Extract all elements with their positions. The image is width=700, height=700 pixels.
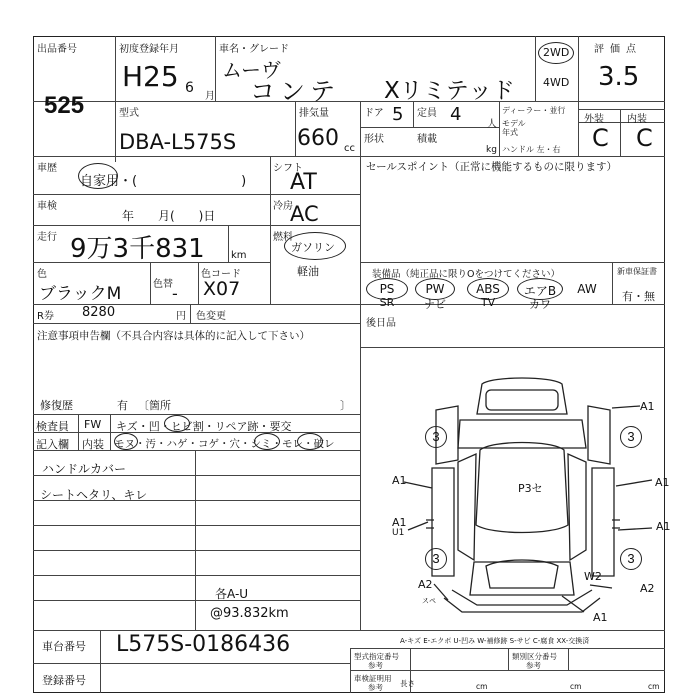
displacement: 660 <box>297 126 339 151</box>
damage-rear-right-a2: A2 <box>640 582 655 595</box>
divider <box>360 347 665 348</box>
equip-airbag: エアB <box>523 284 557 298</box>
divider <box>360 262 665 263</box>
damage-legend: A-キズ E-エクボ U-凹み W-補修跡 S-サビ C-腐食 XX-交換済 <box>400 637 590 645</box>
tire-number-rear-left: 3 <box>425 548 447 570</box>
divider <box>33 600 360 601</box>
divider <box>535 36 536 101</box>
color-change: - <box>172 284 178 303</box>
damage-left-a1: A1 <box>392 474 407 487</box>
shift-label: シフト <box>273 163 303 174</box>
certificate-reference: 参考 <box>368 683 383 692</box>
repair-yes: 有 <box>117 399 128 412</box>
divider <box>33 550 360 551</box>
divider <box>100 630 101 693</box>
color: ブラックM <box>39 284 122 304</box>
damage-rear-left-a2: A2 <box>418 578 433 591</box>
divider <box>215 36 216 101</box>
new-warranty-label: 新車保証書 <box>617 267 657 276</box>
divider <box>33 630 665 631</box>
inspection-label: 車検 <box>37 201 57 212</box>
divider <box>195 450 196 630</box>
divider <box>413 101 414 127</box>
equip-sr: SR <box>379 296 395 309</box>
ac: AC <box>290 202 319 226</box>
equip-abs: ABS <box>476 282 500 296</box>
divider <box>568 648 569 670</box>
drive-2wd: 2WD <box>543 46 570 59</box>
damage-right-a1: A1 <box>655 476 670 489</box>
type-code: DBA-L575S <box>119 130 237 154</box>
doors-label: ドア <box>364 108 384 119</box>
mark-circle-4 <box>297 433 323 450</box>
divider <box>295 101 296 156</box>
note-misc: 各A-U <box>215 587 249 601</box>
cm-unit-1: cm <box>476 682 488 691</box>
mark-circle-1 <box>164 415 190 432</box>
interior-label: 内装 <box>627 114 647 125</box>
damage-left-u1: U1 <box>392 528 405 538</box>
inspector-row2: モヌ・汚・ハゲ・コゲ・穴・シミ・モレ・破レ <box>114 438 335 450</box>
divider <box>360 101 361 156</box>
person-unit: 人 <box>487 119 497 130</box>
divider <box>360 304 361 414</box>
handle-label: ハンドル 左・右 <box>502 145 561 154</box>
divider <box>150 262 151 304</box>
yen-unit: 円 <box>176 311 186 322</box>
divider <box>33 663 350 664</box>
cc-unit: cc <box>344 143 355 154</box>
inspector-label: 検査員 <box>36 420 69 433</box>
damage-center-note: P3セ <box>518 482 543 495</box>
type-label: 型式 <box>119 108 139 119</box>
category-label: 類別区分番号 <box>512 652 557 661</box>
mark-circle-3 <box>254 433 280 450</box>
doors: 5 <box>392 104 404 125</box>
type-spec-reference: 参考 <box>368 661 383 670</box>
chassis-label: 車台番号 <box>42 640 86 653</box>
equip-pw: PW <box>425 282 445 296</box>
retrofit-label: 後日品 <box>366 318 396 329</box>
damage-rear-a1: A1 <box>593 611 608 624</box>
mileage-label: 走行 <box>37 232 57 243</box>
note-mileage: @93.832km <box>210 606 289 621</box>
capacity: 4 <box>450 104 462 125</box>
repair-location-label: 〔箇所 <box>138 399 171 412</box>
divider <box>360 156 361 304</box>
equip-ps-circle <box>366 278 408 300</box>
divider <box>33 304 665 305</box>
damage-spare-label: スペ <box>422 597 436 605</box>
shift: AT <box>290 170 317 195</box>
type-spec-label: 型式指定番号 <box>354 652 399 661</box>
repair-close-bracket: 〕 <box>340 399 351 412</box>
divider <box>33 101 665 102</box>
damage-left-lower-a1: A1 <box>392 516 407 529</box>
model-name: ムーヴ <box>222 58 281 82</box>
inspector-interior: 内装 <box>82 438 104 451</box>
cm-unit-2: cm <box>570 682 582 691</box>
tire-number-rear-right: 3 <box>620 548 642 570</box>
divider <box>33 414 360 415</box>
exterior-label: 外装 <box>584 114 604 125</box>
inspector-row1: キズ・凹・ヒビ割・リペア跡・要交 <box>116 420 292 433</box>
divider <box>360 414 361 630</box>
inspection-fields: 年 月( )日 <box>122 209 216 223</box>
damage-rear-w2: W2 <box>584 570 602 583</box>
score: 3.5 <box>598 62 640 92</box>
divider <box>612 262 613 304</box>
inspector-fw: FW <box>84 418 102 431</box>
shape-label: 形状 <box>364 134 384 145</box>
divider <box>33 575 360 576</box>
registration-label: 登録番号 <box>42 674 86 687</box>
color-code: X07 <box>203 278 241 300</box>
equip-abs-circle <box>467 278 509 300</box>
chassis-number: L575S-0186436 <box>116 632 291 657</box>
divider <box>350 670 665 671</box>
change-label: 色変更 <box>196 311 226 322</box>
exterior-grade: C <box>592 124 609 152</box>
fuel-gas: ガソリン <box>291 241 335 254</box>
repair-history: 修復歴 <box>40 399 73 412</box>
color-label: 色 <box>37 269 47 280</box>
kg-unit: kg <box>486 145 497 155</box>
model-sub: コンテ <box>250 77 341 106</box>
divider <box>115 36 116 162</box>
ac-label: 冷房 <box>273 201 293 212</box>
equip-aw: AW <box>577 282 597 296</box>
inspector-label-2: 記入欄 <box>36 438 69 451</box>
color-code-label: 色コード <box>201 269 241 280</box>
equip-tv: TV <box>480 296 496 309</box>
interior-grade: C <box>636 124 653 152</box>
r-ticket: 8280 <box>82 305 116 320</box>
drive-4wd: 4WD <box>543 76 570 89</box>
category-reference: 参考 <box>526 661 541 670</box>
lot-number: 525 <box>44 92 85 119</box>
lot-label: 出品番号 <box>37 44 77 55</box>
capacity-label: 定員 <box>417 108 437 119</box>
equip-navi: ナビ <box>424 298 446 311</box>
tire-number-front-left: 3 <box>425 426 447 448</box>
divider <box>198 262 199 304</box>
dealer-label: ディーラー・並行 <box>502 106 566 115</box>
model-grade-label: 車名・グレード <box>219 44 289 55</box>
history-options: 自家用・( ) <box>80 174 247 189</box>
note-seat-wear: シートヘタリ、キレ <box>40 488 148 502</box>
divider <box>33 525 360 526</box>
mileage: 9万3千831 <box>70 234 205 264</box>
first-reg-label: 初度登録年月 <box>119 44 179 55</box>
tire-number-front-right: 3 <box>620 426 642 448</box>
score-label: 評価点 <box>594 44 642 55</box>
car-damage-diagram <box>362 350 665 630</box>
cm-unit-3: cm <box>648 682 660 691</box>
mark-circle-2 <box>114 433 138 450</box>
sales-point-label: セールスポイント（正常に機能するものに限ります） <box>366 161 618 173</box>
warranty-options: 有・無 <box>622 290 655 303</box>
certificate-label: 車検証明用 <box>354 674 392 683</box>
equip-ps: PS <box>379 282 395 296</box>
equip-pw-circle <box>415 278 455 300</box>
model-year-label: モデル年式 <box>502 119 526 137</box>
divider <box>190 304 191 323</box>
first-reg-year: H25 <box>122 60 179 93</box>
divider <box>33 156 665 157</box>
r-ticket-label: R券 <box>37 311 54 322</box>
divider <box>508 648 509 670</box>
equipment-label: 装備品（純正品に限りOをつけてください） <box>372 269 560 280</box>
month-unit: 月 <box>205 91 215 102</box>
divider <box>499 101 500 156</box>
grade: Xリミテッド <box>384 78 515 104</box>
divider <box>270 156 271 304</box>
notes-label: 注意事項申告欄（不具合内容は具体的に記入して下さい） <box>37 330 310 342</box>
equip-leather: カワ <box>529 298 551 311</box>
fuel-diesel: 軽油 <box>297 265 319 278</box>
damage-front-right-a1: A1 <box>640 400 655 413</box>
history-label: 車歴 <box>37 163 57 174</box>
km-unit: km <box>231 250 247 261</box>
fuel-label: 燃料 <box>273 232 293 243</box>
equip-airbag-circle <box>517 278 563 300</box>
note-steering-cover: ハンドルカバー <box>42 462 127 476</box>
displacement-label: 排気量 <box>299 108 329 119</box>
divider <box>33 323 360 324</box>
color-change-label: 色替 <box>153 279 173 290</box>
divider <box>620 109 621 156</box>
first-reg-month: 6 <box>185 80 194 96</box>
damage-right-lower-a1: A1 <box>656 520 671 533</box>
load-label: 積載 <box>417 134 437 145</box>
divider <box>360 127 499 128</box>
divider <box>578 36 579 156</box>
length-label: 長さ <box>400 679 415 688</box>
divider <box>228 225 229 262</box>
